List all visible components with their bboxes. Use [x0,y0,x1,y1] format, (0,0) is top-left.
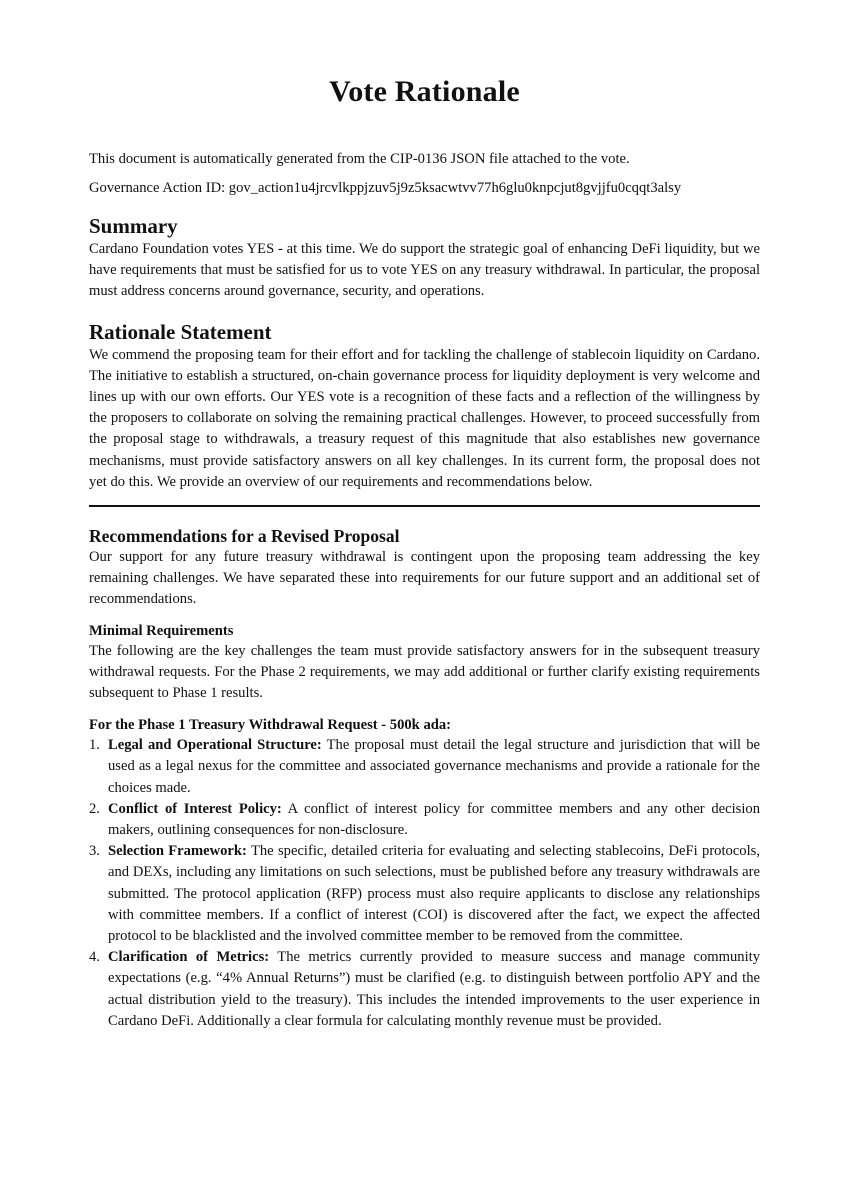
list-item-number: 1. [89,737,100,754]
summary-section [89,213,760,303]
recommendations-section [89,525,760,1032]
summary-heading: Summary [89,214,178,238]
minimal-requirements-heading: Minimal Requirements [89,622,234,639]
list-item-text: The metrics currently provided to measure success and manage community expectations (e.g. “4% Annual Returns”) must be clarified (e.g. to distinguish between portfolio APY and the actual distribution yield to the treasury). This includes the intended improvements to the user experience in Cardano DeFi. Additionally a clear formula for calculating monthly revenue must be provided. [108,949,760,1029]
list-item-text: The specific, detailed criteria for evaluating and selecting stablecoins, DeFi protocols, and DEXs, including any limitations on such selections, must be published before any treasury withdrawals are submitted. The protocol application (RFP) process must also require applicants to disclose any relationships with committee members. If a conflict of interest (COI) is discovered after the fact, we expect the affected protocol to be blacklisted and the involved committee member to be removed from the committee. [108,843,760,945]
list-item-term: Selection Framework: [108,843,247,860]
phase1-requirements-list [89,735,760,1032]
document-page [89,0,760,1032]
minimal-requirements-text: The following are the key challenges the team must provide satisfactory answers for in the subsequent treasury withdrawal requests. For the Phase 2 requirements, we may add additional or further clarify existing requirements subsequent to Phase 1 results. [89,642,760,702]
list-item-term: Clarification of Metrics: [108,949,270,966]
summary-text: Cardano Foundation votes YES - at this time. We do support the strategic goal of enhancing DeFi liquidity, but we have requirements that must be satisfied for us to vote YES on any treasury withdrawal. In particular, the proposal must address concerns around governance, security, and operations. [89,241,760,300]
list-item-text: A conflict of interest policy for committee members and any other decision makers, outlining consequences for non-disclosure. [108,800,760,839]
phase1-heading: For the Phase 1 Treasury Withdrawal Request - 500k ada: [89,717,452,734]
list-item-number: 2. [89,800,100,817]
list-item-number: 4. [89,949,100,966]
list-item [89,735,760,799]
list-item [89,799,760,841]
list-item [89,947,760,1032]
recommendations-text: Our support for any future treasury withdrawal is contingent upon the proposing team addressing the key remaining challenges. We have separated these into requirements for our future support and an additional set of recommendations. [89,549,760,608]
list-item-text: The proposal must detail the legal structure and jurisdiction that will be used as a legal nexus for the committee and associated governance mechanisms and provide a rationale for the choices made. [108,737,760,796]
list-item-number: 3. [89,843,100,860]
list-item-term: Conflict of Interest Policy: [108,800,282,817]
rationale-statement-text: We commend the proposing team for their effort and for tackling the challenge of stablecoin liquidity on Cardano. The initiative to establish a structured, on-chain governance process for liquidity deployment is very welcome and lines up with our own efforts. Our YES vote is a recognition of these facts and a reflection of the willingness by the proposers to collaborate on solving the remaining practical challenges. However, to proceed successfully from the proposal stage to withdrawals, a treasury request of this magnitude that also establishes new governance mechanisms, must provide satisfactory answers on all key challenges. In its current form, the proposal does not yet do this. We provide an overview of our requirements and recommendations below. [89,346,760,490]
governance-action-id: Governance Action ID: gov_action1u4jrcvlkppjzuv5j9z5ksacwtvv77h6glu0knpcjut8gvjjfu0cqqt3alsy [89,180,682,196]
rationale-statement-heading: Rationale Statement [89,319,272,344]
rationale-statement-section [89,319,760,493]
list-item [89,841,760,947]
list-item-term: Legal and Operational Structure: [108,737,322,754]
section-divider [89,505,760,507]
document-title: Vote Rationale [329,75,520,108]
generated-note: This document is automatically generated from the CIP-0136 JSON file attached to the vote. [89,151,630,167]
recommendations-heading: Recommendations for a Revised Proposal [89,526,400,547]
